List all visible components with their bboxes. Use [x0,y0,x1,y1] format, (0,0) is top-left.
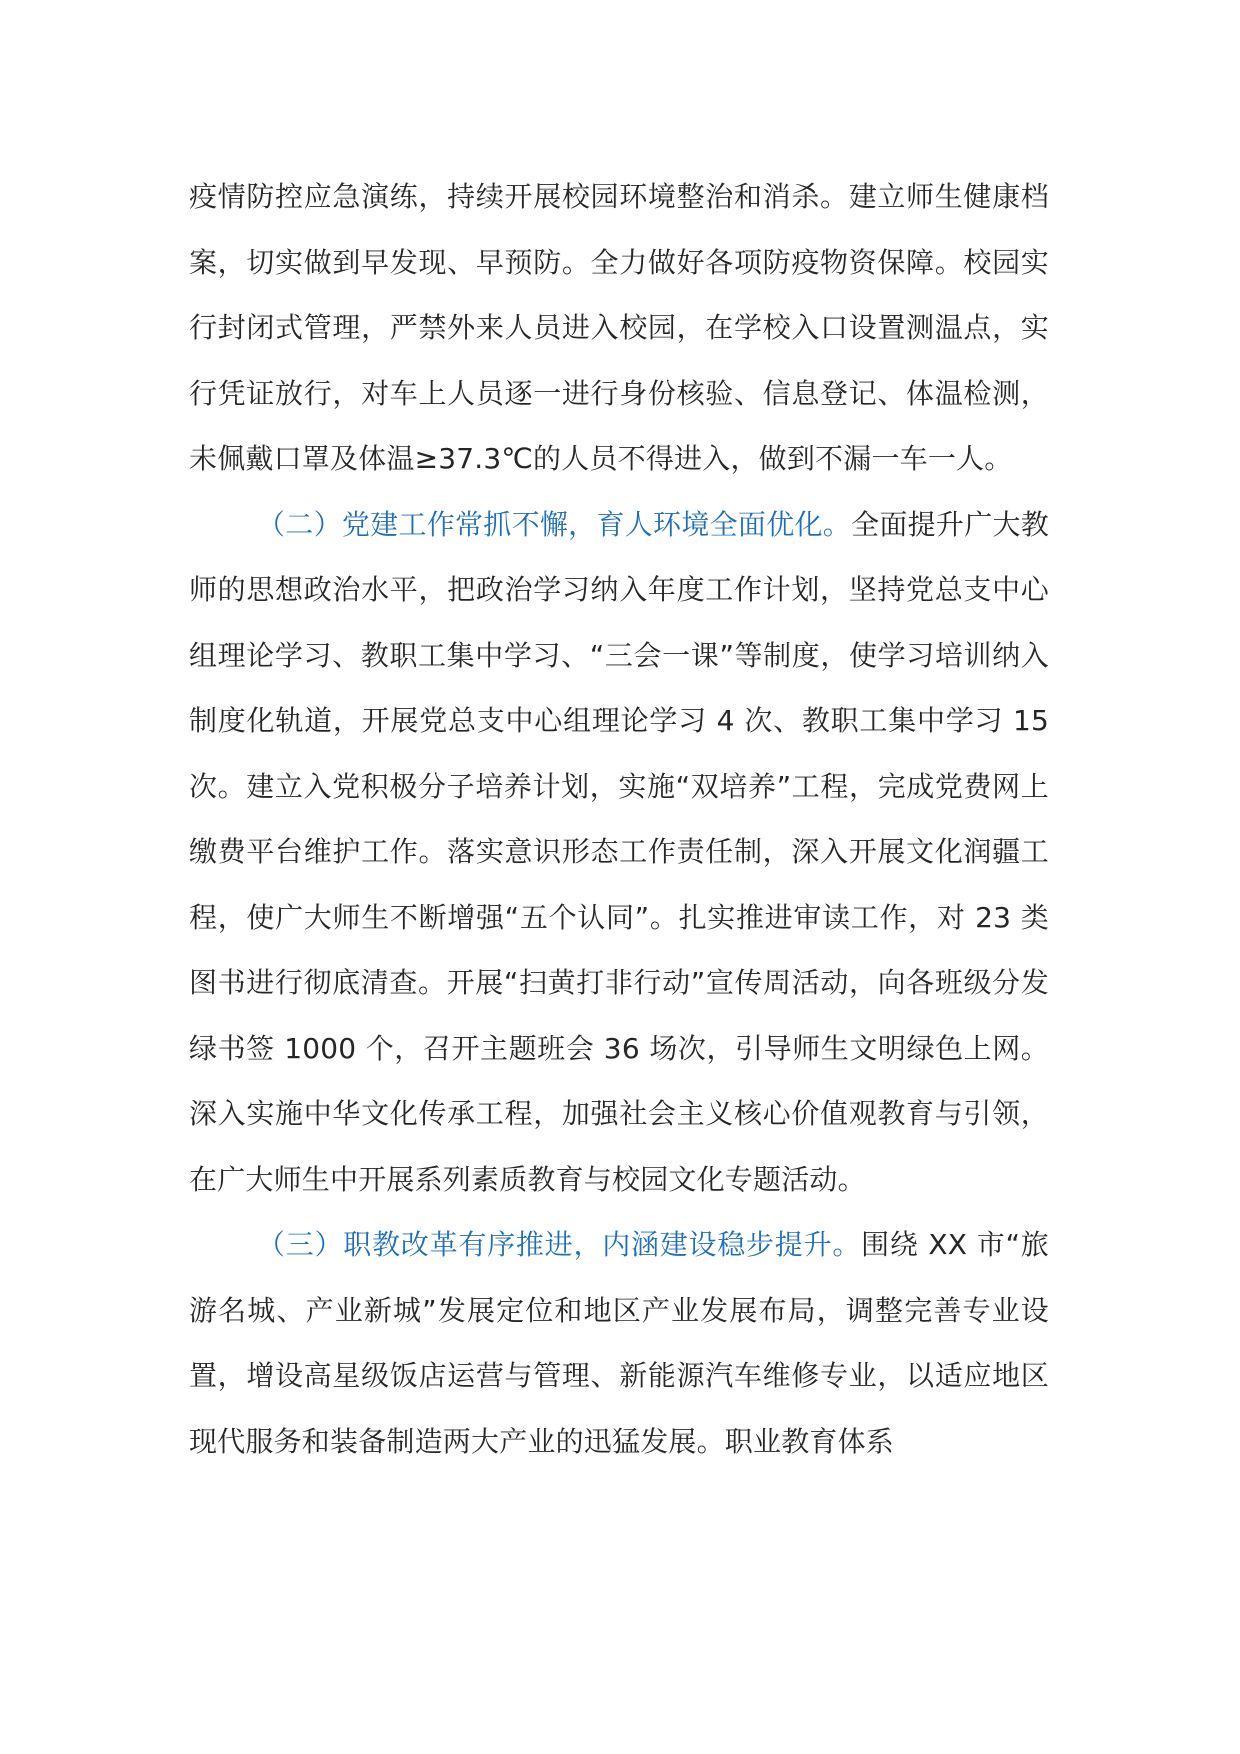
paragraph-vocational-reform [189,1212,1049,1474]
document-body [189,164,1049,1474]
paragraph-epidemic-prevention [189,164,1049,492]
paragraph-text: 围绕 XX 市“旅游名城、产业新城”发展定位和地区产业发展布局，调整完善专业设置，增设高星级饭店运营与管理、新能源汽车维修专业，以适应地区现代服务和装备制造两大产业的迅猛发展。职业教育体系 [189,1228,1049,1458]
section-heading-3: （三）职教改革有序推进，内涵建设稳步提升。 [257,1228,862,1261]
paragraph-text: 全面提升广大教师的思想政治水平，把政治学习纳入年度工作计划，坚持党总支中心组理论学习、教职工集中学习、“三会一课”等制度，使学习培训纳入制度化轨道，开展党总支中心组理论学习 4 次、教职工集中学习 15 次。建立入党积极分子培养计划，实施“双培养”工程，完成党费网上缴费平台维护工作。落实意识形态工作责任制，深入开展文化润疆工程，使广大师生不断增强“五个认同”。扎实推进审读工作，对 23 类图书进行彻底清查。开展“扫黄打非行动”宣传周活动，向各班级分发绿书签 1000 个，召开主题班会 36 场次，引导师生文明绿色上网。深入实施中华文化传承工程，加强社会主义核心价值观教育与引领，在广大师生中开展系列素质教育与校园文化专题活动。 [189,507,1049,1196]
paragraph-text: 疫情防控应急演练，持续开展校园环境整治和消杀。建立师生健康档案，切实做到早发现、早预防。全力做好各项防疫物资保障。校园实行封闭式管理，严禁外来人员进入校园，在学校入口设置测温点，实行凭证放行，对车上人员逐一进行身份核验、信息登记、体温检测，未佩戴口罩及体温≥37.3℃的人员不得进入，做到不漏一车一人。 [189,180,1049,475]
section-heading-2: （二）党建工作常抓不懈，育人环境全面优化。 [257,507,852,541]
paragraph-party-building [189,492,1049,1213]
